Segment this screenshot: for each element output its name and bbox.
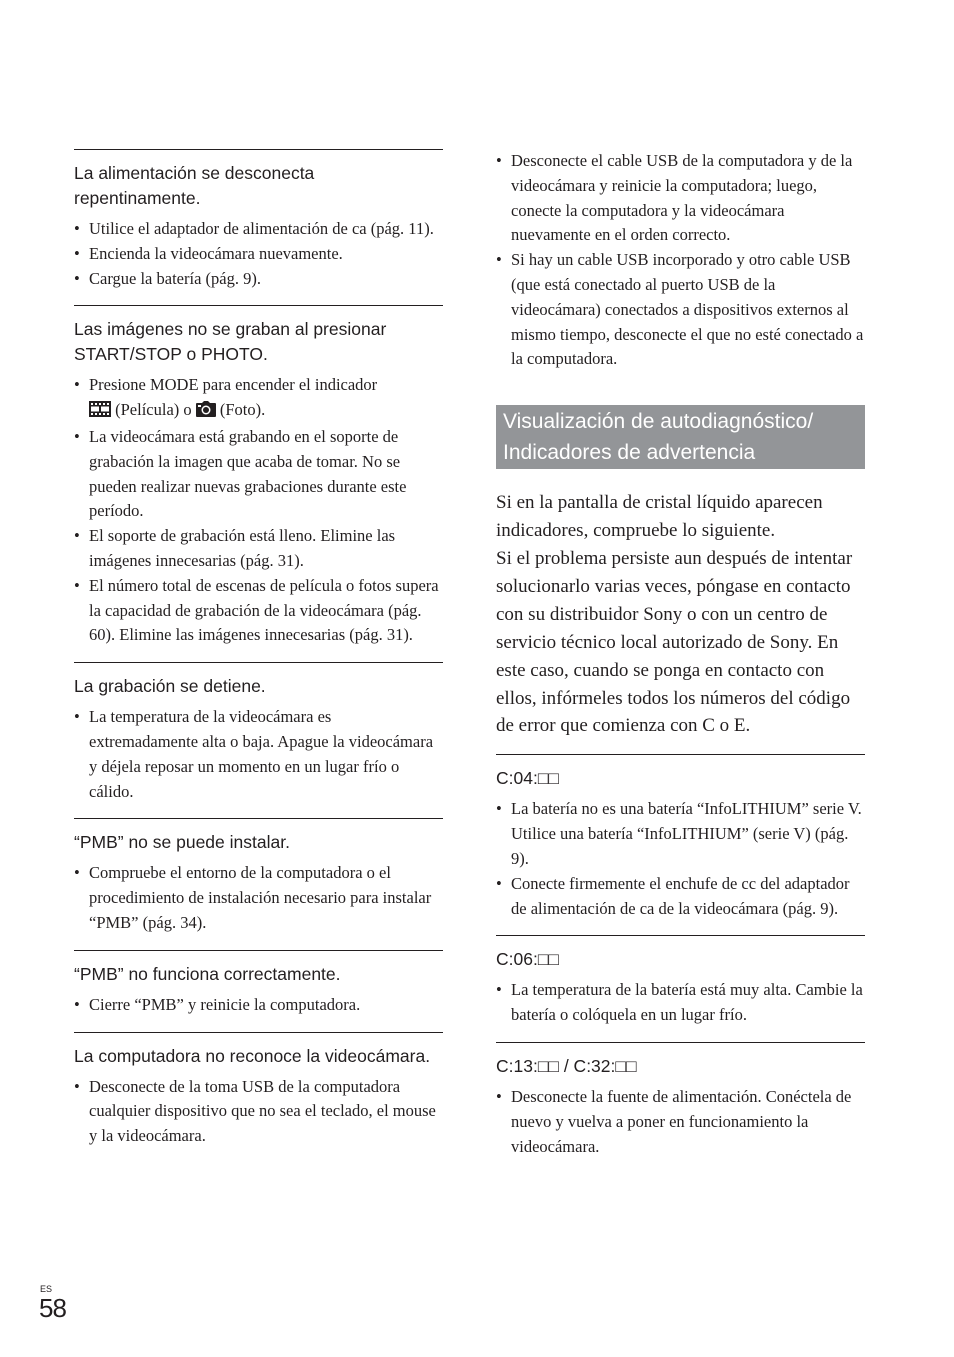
list-item: • Conecte firmemente el enchufe de cc del adaptador de alimentación de ca de la videocámara (pág. 9). <box>496 872 865 922</box>
list-item: • Utilice el adaptador de alimentación de ca (pág. 11). <box>74 217 443 242</box>
intro-paragraph: Si el problema persiste aun después de intentar solucionarlo varias veces, póngase en contacto con su distribuidor Sony o con un centro de servicio técnico local autorizado de Sony. En este caso, cuando se ponga en contacto con ellos, infórmeles todos los números del código de error que comienza con C o E. <box>496 547 853 737</box>
bullet-list <box>496 1085 865 1159</box>
trouble-section-power <box>74 149 443 291</box>
section-heading: La grabación se detiene. <box>74 676 266 697</box>
list-item: • La videocámara está grabando en el soporte de grabación la imagen que acaba de tomar. No se pueden realizar nuevas grabaciones durante este período. <box>74 425 443 524</box>
bullet-list <box>74 1075 443 1149</box>
left-column <box>74 149 443 1163</box>
trouble-section-pmb-install <box>74 818 443 935</box>
list-item: • El soporte de grabación está lleno. Elimine las imágenes innecesarias (pág. 31). <box>74 524 443 574</box>
bullet-list <box>74 705 443 804</box>
bullet-list <box>74 861 443 935</box>
list-item: • La temperatura de la videocámara es extremadamente alta o baja. Apague la videocámara y déjela reposar un momento en un lugar frío o cálido. <box>74 705 443 804</box>
bullet-list <box>496 978 865 1028</box>
list-item: • Compruebe el entorno de la computadora o el procedimiento de instalación necesario para instalar “PMB” (pág. 34). <box>74 861 443 935</box>
page-language-label: ES <box>40 1284 53 1294</box>
section-heading: Las imágenes no se graban al presionar START/STOP o PHOTO. <box>74 319 387 365</box>
section-heading: “PMB” no funciona correctamente. <box>74 963 341 984</box>
bullet-list <box>74 993 443 1018</box>
bullet-text: Presione MODE para encender el indicador <box>89 375 378 395</box>
trouble-section-stops <box>74 662 443 804</box>
error-section-c13-c32 <box>496 1042 865 1159</box>
trouble-section-recording <box>74 305 443 648</box>
list-item: • Desconecte de la toma USB de la computadora cualquier dispositivo que no sea el teclado, el mouse y la videocámara. <box>74 1075 443 1149</box>
camera-icon <box>196 400 216 425</box>
error-code-heading: C:06:□□ <box>496 949 559 970</box>
list-item: • Encienda la videocámara nuevamente. <box>74 242 443 267</box>
list-item: • Cargue la batería (pág. 9). <box>74 267 443 292</box>
error-code-heading: C:13:□□ / C:32:□□ <box>496 1055 637 1076</box>
trouble-section-computer <box>74 1032 443 1149</box>
error-section-c06 <box>496 935 865 1028</box>
list-item: • Si hay un cable USB incorporado y otro cable USB (que está conectado al puerto USB de la videocámara) conectados a dispositivos externos al mismo tiempo, desconecte el que no esté conectado a la computadora. <box>496 248 865 372</box>
section-heading: La computadora no reconoce la videocámara. <box>74 1045 431 1066</box>
movie-film-icon <box>89 400 111 425</box>
section-heading: “PMB” no se puede instalar. <box>74 832 290 853</box>
list-item: • El número total de escenas de película o fotos supera la capacidad de grabación de la videocámara (pág. 60). Elimine las imágenes innecesarias (pág. 31). <box>74 574 443 648</box>
continued-bullet-list <box>496 149 865 372</box>
section-banner <box>496 405 865 469</box>
list-item: • Desconecte la fuente de alimentación. Conéctela de nuevo y vuelva a poner en funcionamiento la videocámara. <box>496 1085 865 1159</box>
list-item: • La temperatura de la batería está muy alta. Cambie la batería o colóquela en un lugar frío. <box>496 978 865 1028</box>
banner-line: Visualización de autodiagnóstico/ <box>503 410 814 434</box>
list-item: • Desconecte el cable USB de la computadora y de la videocámara y reinicie la computadora; luego, conecte la computadora y la videocámara nuevamente en el orden correcto. <box>496 149 865 248</box>
page-number: 58 <box>39 1293 66 1323</box>
intro-text <box>496 489 865 740</box>
trouble-section-pmb-function <box>74 950 443 1018</box>
movie-label: (Película) o <box>115 400 192 420</box>
bullet-list <box>496 797 865 921</box>
section-heading: La alimentación se desconecta repentinamente. <box>74 163 315 208</box>
error-code-heading: C:04:□□ <box>496 768 559 789</box>
bullet-list <box>74 217 443 291</box>
banner-line: Indicadores de advertencia <box>503 441 756 465</box>
right-column <box>496 149 865 1173</box>
list-item: • La batería no es una batería “InfoLITHIUM” serie V. Utilice una batería “InfoLITHIUM” (serie V) (pág. 9). <box>496 797 865 871</box>
list-item <box>74 373 443 425</box>
error-section-c04 <box>496 754 865 921</box>
bullet-list <box>74 373 443 648</box>
list-item: • Cierre “PMB” y reinicie la computadora. <box>74 993 443 1018</box>
photo-label: (Foto). <box>219 400 266 420</box>
intro-paragraph: Si en la pantalla de cristal líquido aparecen indicadores, compruebe lo siguiente. <box>496 492 823 542</box>
